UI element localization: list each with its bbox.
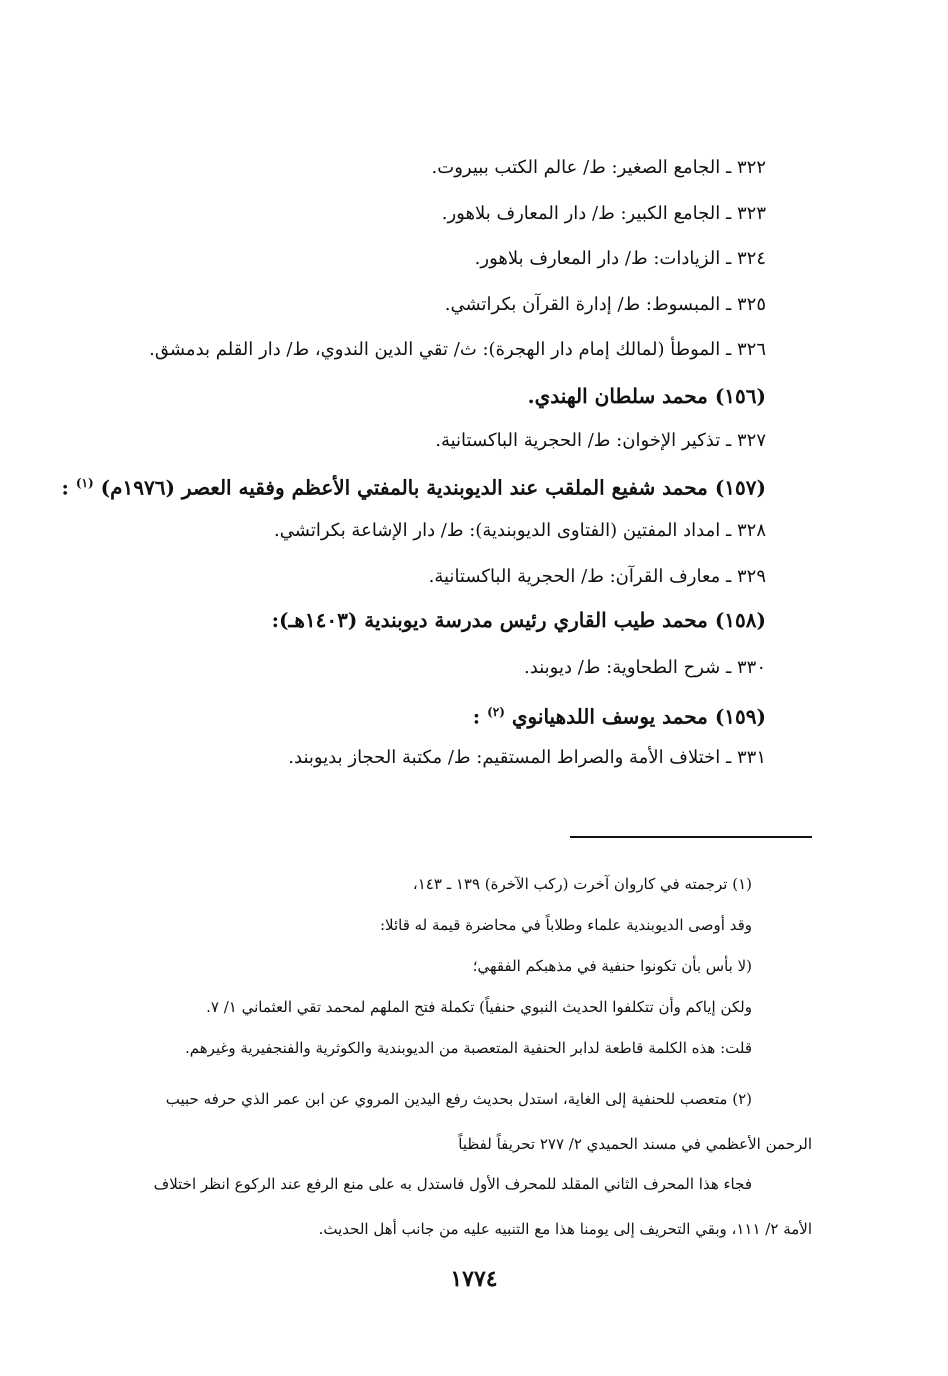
- author-heading-159: [473, 699, 766, 730]
- footnote-line: (١) ترجمته في كاروان آخرت (ركب الآخرة) ١٣٩ ـ ١٤٣،: [412, 875, 752, 893]
- entry-326: ٣٢٦ ـ الموطأ (لمالك إمام دار الهجرة): ث/ تقي الدين الندوي، ط/ دار القلم بدمشق.: [149, 339, 766, 360]
- author-heading-156: (١٥٦) محمد سلطان الهندي.: [527, 384, 766, 408]
- author-heading-157: [62, 470, 767, 501]
- author-heading-159-colon: :: [472, 704, 481, 729]
- footnote-line: وقد أوصى الديوبندية علماء وطلاباً في محاضرة قيمة له قائلا:: [379, 916, 752, 934]
- footnote-line: ولكن إياكم وأن تتكلفوا الحديث النبوي حنفياً) تكملة فتح الملهم لمحمد تقي العثماني ١/ ٧.: [206, 998, 752, 1016]
- entry-323: ٣٢٣ ـ الجامع الكبير: ط/ دار المعارف بلاهور.: [441, 203, 766, 224]
- footnote-marker-1: (١): [75, 476, 94, 490]
- page-number: ١٧٧٤: [450, 1266, 498, 1292]
- entry-322: ٣٢٢ ـ الجامع الصغير: ط/ عالم الكتب ببيروت.: [431, 157, 766, 178]
- entry-331: ٣٣١ ـ اختلاف الأمة والصراط المستقيم: ط/ مكتبة الحجاز بديوبند.: [288, 747, 766, 768]
- footnote-divider: [570, 836, 812, 838]
- entry-325: ٣٢٥ ـ المبسوط: ط/ إدارة القرآن بكراتشي.: [444, 294, 766, 315]
- footnote-line: (لا بأس بأن تكونوا حنفية في مذهبكم الفقهي؛: [472, 957, 752, 975]
- entry-330: ٣٣٠ ـ شرح الطحاوية: ط/ ديوبند.: [524, 657, 766, 678]
- footnote-marker-2: (٢): [487, 705, 505, 719]
- entry-324: ٣٢٤ ـ الزيادات: ط/ دار المعارف بلاهور.: [474, 248, 766, 269]
- footnote-line: قلت: هذه الكلمة قاطعة لدابر الحنفية المتعصبة من الديوبندية والكوثرية والفنجفيرية وغيرهم.: [185, 1039, 752, 1057]
- footnote-line: فجاء هذا المحرف الثاني المقلد للمحرف الأول فاستدل به على منع الرفع عند الركوع انظر اختلاف: [153, 1175, 752, 1193]
- author-heading-158: (١٥٨) محمد طيب القاري رئيس مدرسة ديوبندية (١٤٠٣هـ):: [271, 608, 766, 632]
- entry-328: ٣٢٨ ـ امداد المفتين (الفتاوى الديوبندية): ط/ دار الإشاعة بكراتشي.: [274, 520, 766, 541]
- footnote-line: الأمة ٢/ ١١١، وبقي التحريف إلى يومنا هذا مع التنبيه عليه من جانب أهل الحديث.: [318, 1220, 812, 1238]
- author-heading-157-text: (١٥٧) محمد شفيع الملقب عند الديوبندية بالمفتي الأعظم وفقيه العصر (١٩٧٦م): [100, 475, 766, 500]
- author-heading-157-colon: :: [61, 475, 69, 500]
- author-heading-159-text: (١٥٩) محمد يوسف اللدهيانوي: [511, 704, 766, 729]
- entry-329: ٣٢٩ ـ معارف القرآن: ط/ الحجرية الباكستانية.: [428, 566, 766, 587]
- footnote-line: (٢) متعصب للحنفية إلى الغاية، استدل بحديث رفع اليدين المروي عن ابن عمر الذي حرفه حبيب: [165, 1090, 752, 1108]
- footnote-line: الرحمن الأعظمي في مسند الحميدي ٢/ ٢٧٧ تحريفاً لفظياً: [458, 1135, 812, 1153]
- entry-327: ٣٢٧ ـ تذكير الإخوان: ط/ الحجرية الباكستانية.: [435, 430, 766, 451]
